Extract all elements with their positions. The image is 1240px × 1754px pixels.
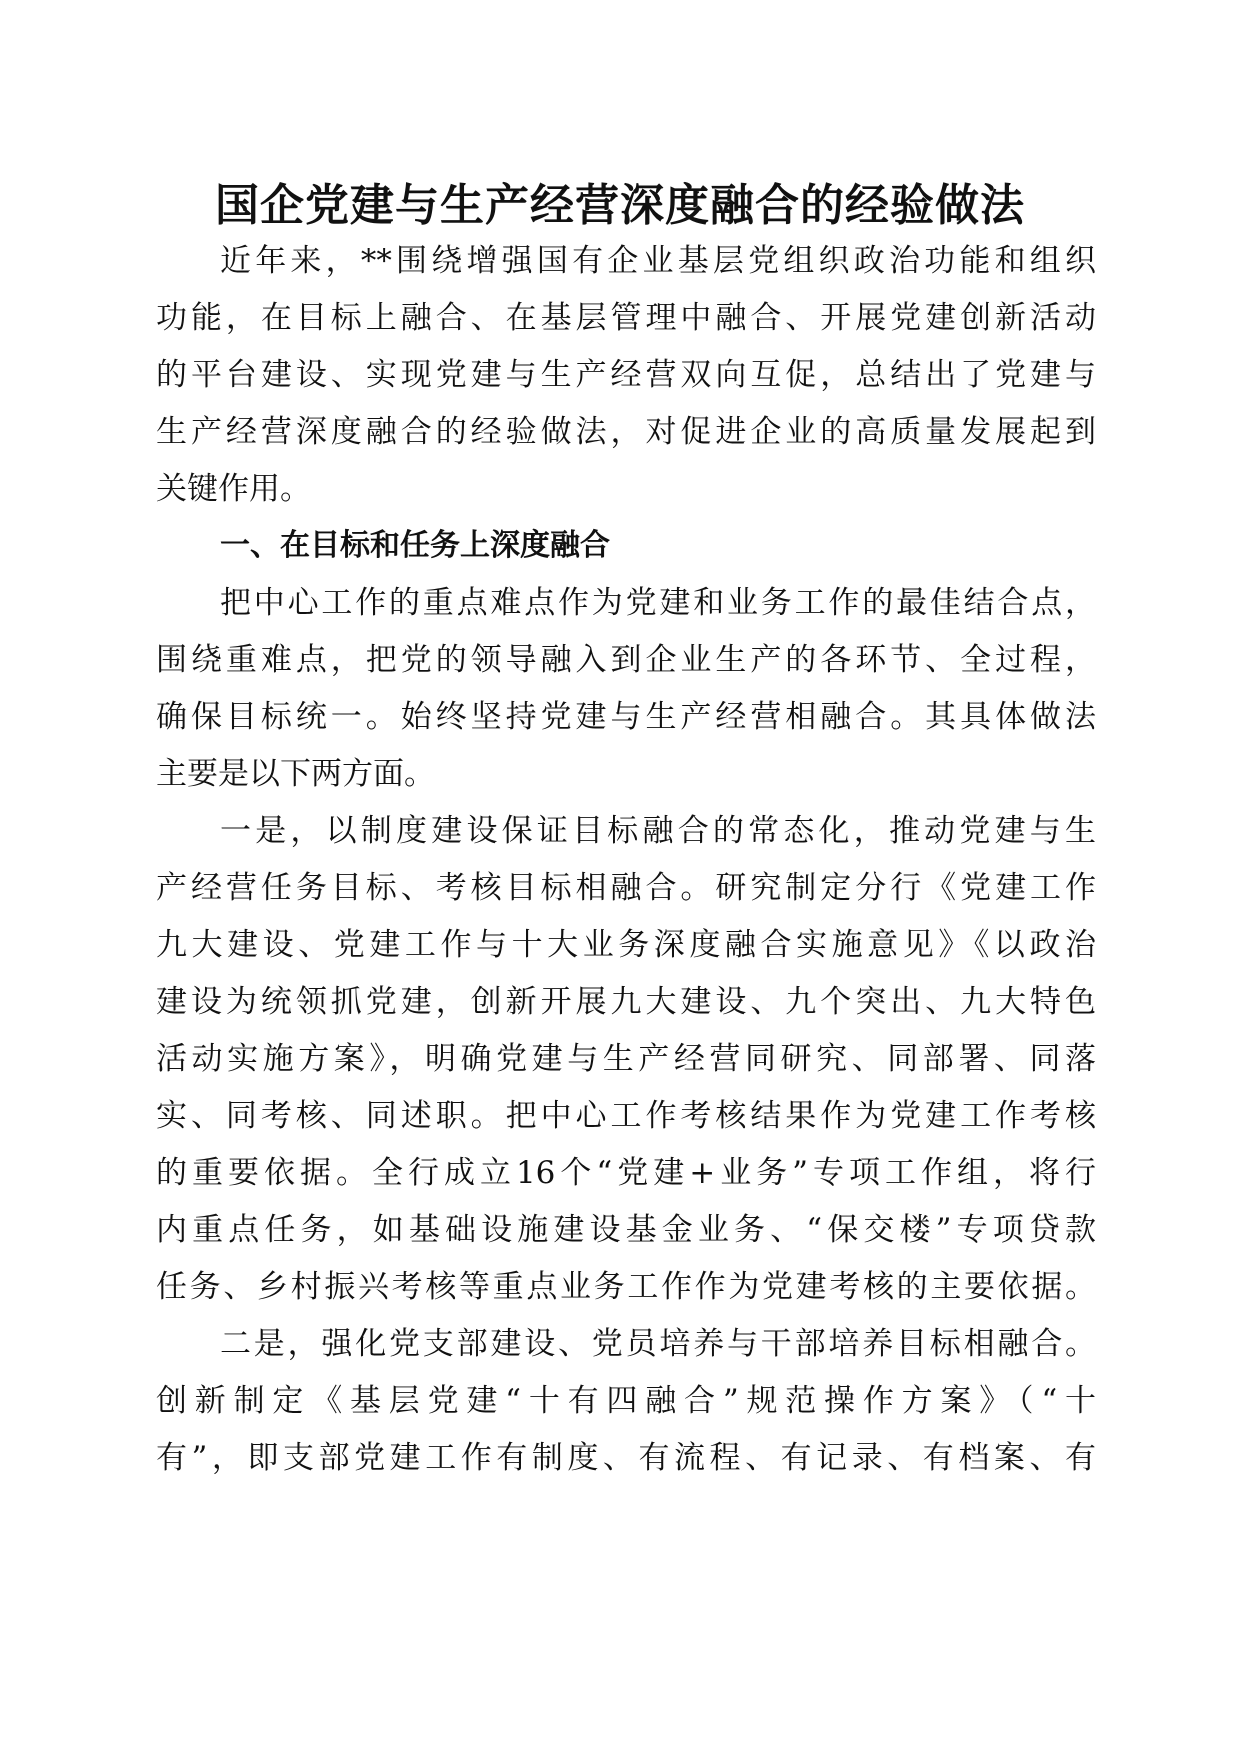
body-text-line: 活动实施方案》，明确党建与生产经营同研究、同部署、同落: [156, 1041, 1096, 1077]
document-title: 国企党建与生产经营深度融合的经验做法: [215, 180, 1025, 231]
body-text-line: 关键作用。: [156, 471, 311, 507]
body-text-line: 实、同考核、同述职。把中心工作考核结果作为党建工作考核: [156, 1098, 1096, 1134]
body-text-line: 任务、乡村振兴考核等重点业务工作作为党建考核的主要依据。: [156, 1269, 1096, 1305]
body-text-line: 有”，即支部党建工作有制度、有流程、有记录、有档案、有: [156, 1440, 1096, 1476]
body-text-line: 主要是以下两方面。: [156, 756, 435, 792]
body-text-line: 创新制定《基层党建“十有四融合”规范操作方案》（“十: [156, 1383, 1096, 1419]
body-text-line: 确保目标统一。始终坚持党建与生产经营相融合。其具体做法: [156, 699, 1096, 735]
section-heading: 一、在目标和任务上深度融合: [220, 528, 610, 563]
body-text-line: 二是，强化党支部建设、党员培养与干部培养目标相融合。: [220, 1326, 1096, 1362]
body-text-line: 围绕重难点，把党的领导融入到企业生产的各环节、全过程，: [156, 642, 1096, 678]
body-text-line: 生产经营深度融合的经验做法，对促进企业的高质量发展起到: [156, 414, 1096, 450]
body-text-line: 内重点任务，如基础设施建设基金业务、“保交楼”专项贷款: [156, 1212, 1096, 1248]
body-text-line: 一是，以制度建设保证目标融合的常态化，推动党建与生: [220, 813, 1096, 849]
body-text-line: 九大建设、党建工作与十大业务深度融合实施意见》《以政治: [156, 927, 1096, 963]
body-text-line: 近年来，**围绕增强国有企业基层党组织政治功能和组织: [220, 243, 1096, 279]
body-text-line: 把中心工作的重点难点作为党建和业务工作的最佳结合点，: [220, 585, 1096, 621]
body-text-line: 的平台建设、实现党建与生产经营双向互促，总结出了党建与: [156, 357, 1096, 393]
body-text-line: 的重要依据。全行成立16个“党建+业务”专项工作组，将行: [156, 1155, 1096, 1191]
body-text-line: 建设为统领抓党建，创新开展九大建设、九个突出、九大特色: [156, 984, 1096, 1020]
body-text-line: 产经营任务目标、考核目标相融合。研究制定分行《党建工作: [156, 870, 1096, 906]
body-text-line: 功能，在目标上融合、在基层管理中融合、开展党建创新活动: [156, 300, 1096, 336]
